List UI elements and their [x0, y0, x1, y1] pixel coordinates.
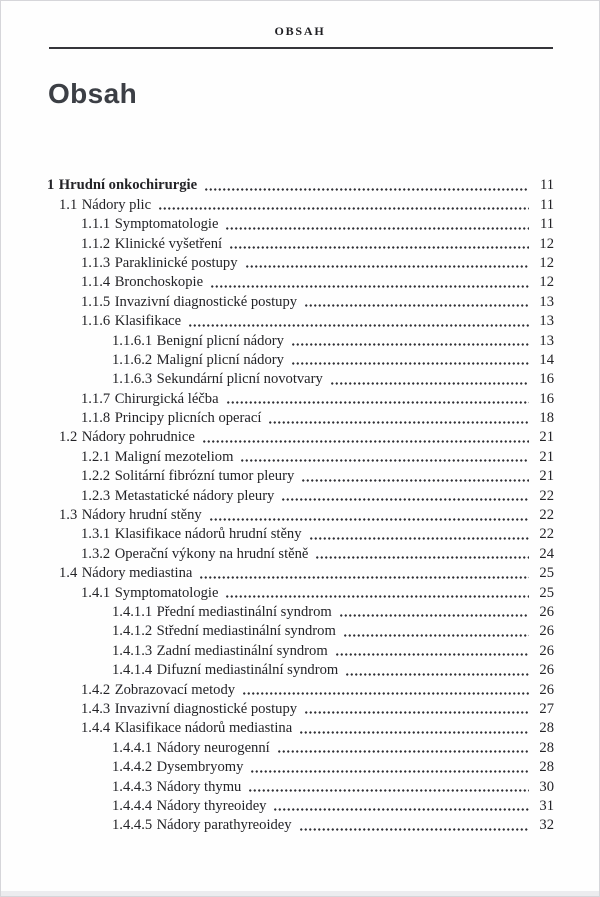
dot-leader	[330, 369, 529, 388]
toc-entry-label: Benigní plicní nádory	[156, 332, 284, 349]
toc-entry	[47, 718, 554, 737]
table-of-contents	[47, 175, 554, 834]
toc-page-number: 26	[539, 642, 554, 659]
toc-entry	[47, 524, 554, 543]
toc-entry-number: 1.1.6.2	[112, 351, 153, 368]
running-header: OBSAH	[274, 24, 326, 38]
toc-page-number: 12	[539, 274, 554, 291]
toc-page-number: 14	[539, 351, 554, 368]
dot-leader	[199, 563, 529, 582]
dot-leader	[229, 233, 529, 252]
toc-entry-label: Maligní mezoteliom	[114, 448, 234, 465]
dot-leader	[339, 602, 529, 621]
toc-entry-label: Nádory pohrudnice	[81, 429, 195, 446]
toc-entry	[47, 272, 554, 291]
toc-entry	[47, 563, 554, 582]
toc-entry-number: 1.2.3	[81, 487, 111, 504]
toc-page-number: 26	[539, 623, 554, 640]
toc-entry	[47, 485, 554, 504]
toc-entry-number: 1.3.1	[81, 526, 111, 543]
dot-leader	[242, 679, 529, 698]
dot-leader	[209, 505, 529, 524]
toc-entry	[47, 815, 554, 834]
toc-page-number: 24	[539, 545, 554, 562]
dot-leader	[202, 427, 529, 446]
toc-entry	[47, 388, 554, 407]
toc-page-number: 26	[539, 662, 554, 679]
toc-entry-number: 1.1.6	[81, 313, 111, 330]
toc-entry-label: Klasifikace	[114, 313, 182, 330]
toc-entry	[47, 602, 554, 621]
toc-entry	[47, 446, 554, 465]
toc-entry-number: 1.1.6.1	[112, 332, 153, 349]
toc-entry-label: Klinické vyšetření	[114, 235, 223, 252]
toc-entry-label: Nádory thyreoidey	[156, 797, 267, 814]
dot-leader	[248, 776, 529, 795]
toc-entry-number: 1.4.1.3	[112, 642, 153, 659]
toc-entry	[47, 330, 554, 349]
toc-entry	[47, 543, 554, 562]
dot-leader	[250, 757, 529, 776]
toc-entry-number: 1.3	[59, 507, 78, 524]
dot-leader	[304, 699, 529, 718]
toc-page-number: 21	[539, 448, 554, 465]
dot-leader	[291, 350, 529, 369]
toc-page-number: 21	[539, 429, 554, 446]
toc-entry-label: Invazivní diagnostické postupy	[114, 293, 298, 310]
toc-entry-number: 1.1.4	[81, 274, 111, 291]
dot-leader	[304, 291, 529, 310]
toc-entry-label: Nádory plic	[81, 196, 152, 213]
toc-entry	[47, 408, 554, 427]
toc-page-number: 26	[539, 681, 554, 698]
page-title: Obsah	[48, 78, 138, 109]
toc-entry-label: Zobrazovací metody	[114, 681, 236, 698]
toc-entry-number: 1.4.4.2	[112, 759, 153, 776]
toc-entry-number: 1.2.1	[81, 448, 111, 465]
toc-page-number: 22	[539, 526, 554, 543]
toc-entry-label: Nádory hrudní stěny	[81, 507, 202, 524]
toc-entry-label: Bronchoskopie	[114, 274, 204, 291]
toc-entry-number: 1.1.1	[81, 216, 111, 233]
toc-entry	[47, 796, 554, 815]
toc-entry-label: Maligní plicní nádory	[156, 351, 284, 368]
toc-entry	[47, 660, 554, 679]
toc-page-number: 30	[539, 778, 554, 795]
toc-page-number: 28	[539, 720, 554, 737]
toc-entry	[47, 699, 554, 718]
toc-page-number: 16	[539, 371, 554, 388]
toc-page-number: 26	[539, 603, 554, 620]
dot-leader	[281, 485, 529, 504]
toc-entry	[47, 175, 554, 194]
dot-leader	[309, 524, 529, 543]
dot-leader	[188, 311, 529, 330]
dot-leader	[291, 330, 529, 349]
toc-entry-label: Klasifikace nádorů mediastina	[114, 720, 293, 737]
toc-entry-number: 1.4.2	[81, 681, 111, 698]
toc-page-number: 31	[539, 797, 554, 814]
toc-entry	[47, 233, 554, 252]
dot-leader	[345, 660, 529, 679]
dot-leader	[343, 621, 529, 640]
dot-leader	[226, 388, 529, 407]
toc-entry-number: 1.1.6.3	[112, 371, 153, 388]
toc-entry-label: Principy plicních operací	[114, 410, 262, 427]
dot-leader	[299, 718, 529, 737]
toc-entry	[47, 291, 554, 310]
toc-entry-number: 1.4.4.1	[112, 739, 153, 756]
toc-entry	[47, 253, 554, 272]
toc-page-number: 28	[539, 759, 554, 776]
toc-entry-number: 1.4.4.3	[112, 778, 153, 795]
toc-entry-label: Symptomatologie	[114, 584, 219, 601]
toc-entry-label: Přední mediastinální syndrom	[156, 603, 332, 620]
toc-entry-label: Střední mediastinální syndrom	[156, 623, 336, 640]
dot-leader	[301, 466, 529, 485]
dot-leader	[273, 796, 529, 815]
toc-entry	[47, 427, 554, 446]
toc-entry-number: 1.2	[59, 429, 78, 446]
dot-leader	[158, 194, 529, 213]
toc-entry-label: Solitární fibrózní tumor pleury	[114, 468, 295, 485]
dot-leader	[299, 815, 529, 834]
toc-entry	[47, 505, 554, 524]
dot-leader	[335, 640, 529, 659]
toc-entry	[47, 737, 554, 756]
toc-entry-label: Nádory parathyreoidey	[156, 817, 292, 834]
toc-entry-number: 1.1.5	[81, 293, 111, 310]
toc-entry-label: Paraklinické postupy	[114, 254, 238, 271]
toc-page-number: 13	[539, 332, 554, 349]
toc-entry-label: Invazivní diagnostické postupy	[114, 700, 298, 717]
toc-entry-label: Nádory thymu	[156, 778, 242, 795]
dot-leader	[240, 446, 529, 465]
toc-page-number: 25	[539, 584, 554, 601]
toc-entry	[47, 776, 554, 795]
toc-page-number: 32	[539, 817, 554, 834]
toc-entry-number: 1.4.1.1	[112, 603, 153, 620]
toc-entry-label: Nádory neurogenní	[156, 739, 270, 756]
toc-entry	[47, 466, 554, 485]
toc-page-number: 11	[539, 177, 554, 194]
toc-entry	[47, 582, 554, 601]
toc-entry	[47, 350, 554, 369]
toc-entry	[47, 214, 554, 233]
dot-leader	[277, 737, 529, 756]
toc-page-number: 22	[539, 487, 554, 504]
toc-entry-label: Metastatické nádory pleury	[114, 487, 275, 504]
dot-leader	[225, 582, 529, 601]
toc-page-number: 13	[539, 293, 554, 310]
dot-leader	[210, 272, 529, 291]
toc-entry-number: 1.4.1	[81, 584, 111, 601]
toc-entry-label: Hrudní onkochirurgie	[58, 177, 198, 194]
toc-page-number: 28	[539, 739, 554, 756]
toc-entry	[47, 757, 554, 776]
toc-page-number: 25	[539, 565, 554, 582]
toc-entry-number: 1.4.4.4	[112, 797, 153, 814]
toc-entry-label: Operační výkony na hrudní stěně	[114, 545, 309, 562]
toc-entry-label: Dysembryomy	[156, 759, 244, 776]
toc-entry-label: Nádory mediastina	[81, 565, 193, 582]
toc-entry-number: 1.1.2	[81, 235, 111, 252]
toc-entry-number: 1.4.4	[81, 720, 111, 737]
toc-entry-number: 1.4.3	[81, 700, 111, 717]
toc-entry	[47, 679, 554, 698]
dot-leader	[315, 543, 529, 562]
toc-entry	[47, 311, 554, 330]
toc-page-number: 21	[539, 468, 554, 485]
toc-entry-number: 1.4.1.2	[112, 623, 153, 640]
dot-leader	[225, 214, 529, 233]
toc-entry	[47, 369, 554, 388]
toc-page-number: 11	[539, 196, 554, 213]
toc-entry-number: 1	[47, 177, 55, 194]
toc-entry-number: 1.1.3	[81, 254, 111, 271]
toc-entry-number: 1.3.2	[81, 545, 111, 562]
toc-page-number: 13	[539, 313, 554, 330]
toc-page-number: 18	[539, 410, 554, 427]
header-rule	[49, 47, 553, 49]
toc-entry-label: Difuzní mediastinální syndrom	[156, 662, 339, 679]
dot-leader	[245, 253, 530, 272]
toc-entry	[47, 640, 554, 659]
toc-page-number: 22	[539, 507, 554, 524]
toc-entry	[47, 194, 554, 213]
toc-entry-number: 1.1.7	[81, 390, 111, 407]
toc-entry-label: Symptomatologie	[114, 216, 219, 233]
dot-leader	[204, 175, 529, 194]
toc-page-number: 12	[539, 235, 554, 252]
toc-page-number: 11	[539, 216, 554, 233]
toc-entry-number: 1.4.1.4	[112, 662, 153, 679]
toc-entry-number: 1.4.4.5	[112, 817, 153, 834]
toc-page-number: 27	[539, 700, 554, 717]
toc-entry-number: 1.2.2	[81, 468, 111, 485]
toc-entry-number: 1.1	[59, 196, 78, 213]
toc-entry-label: Sekundární plicní novotvary	[156, 371, 323, 388]
toc-entry-number: 1.4	[59, 565, 78, 582]
toc-entry-label: Zadní mediastinální syndrom	[156, 642, 328, 659]
dot-leader	[268, 408, 529, 427]
toc-entry-number: 1.1.8	[81, 410, 111, 427]
toc-entry	[47, 621, 554, 640]
toc-entry-label: Klasifikace nádorů hrudní stěny	[114, 526, 302, 543]
toc-page-number: 16	[539, 390, 554, 407]
toc-entry-label: Chirurgická léčba	[114, 390, 219, 407]
toc-page-number: 12	[539, 254, 554, 271]
